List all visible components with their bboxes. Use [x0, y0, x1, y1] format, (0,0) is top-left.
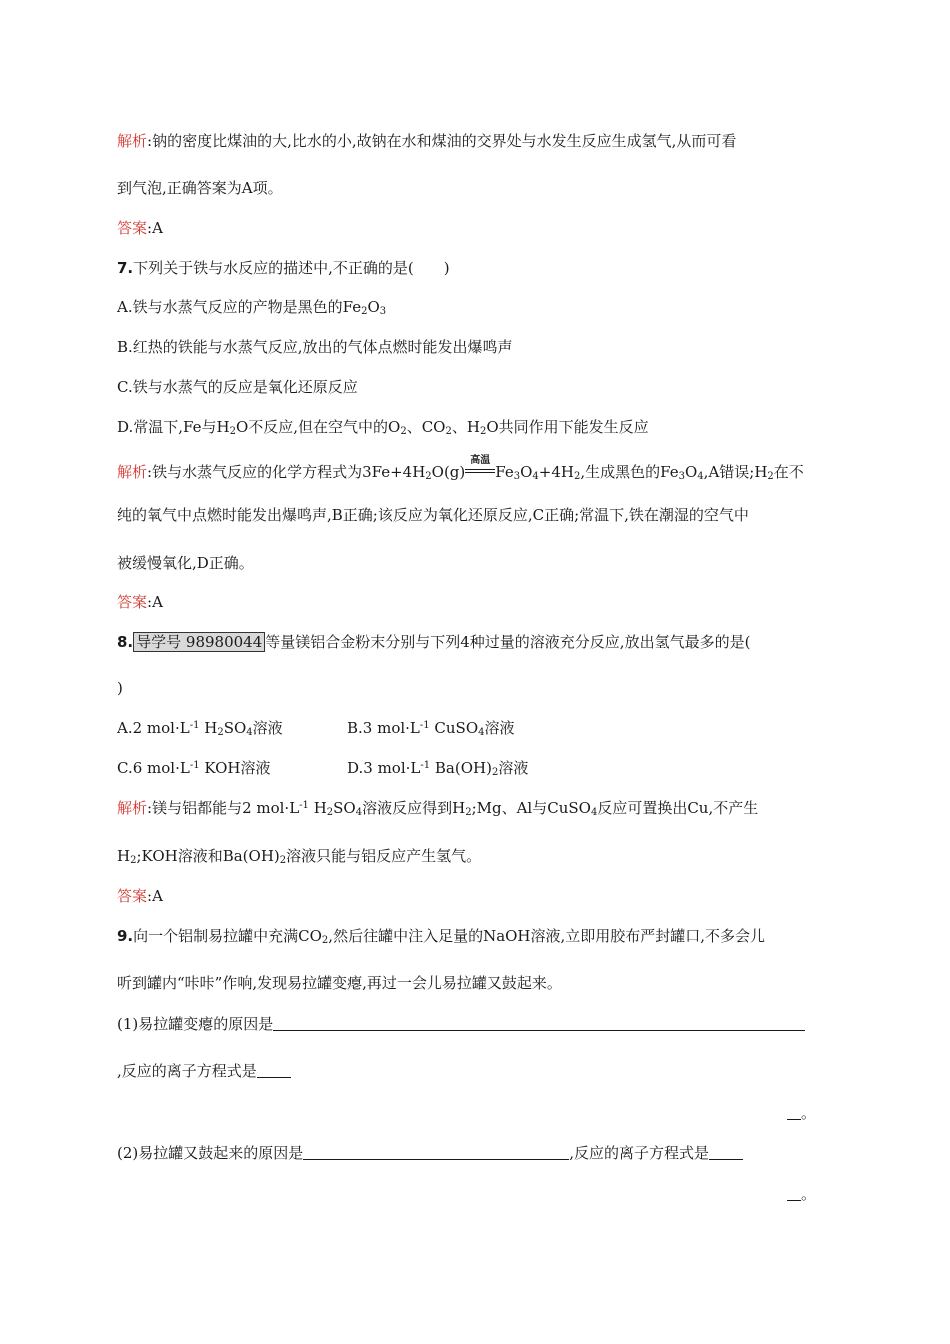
answer-blank[interactable]	[303, 1143, 569, 1160]
q9-part2: (2)易拉罐又鼓起来的原因是 ,反应的离子方程式是	[117, 1143, 743, 1163]
q8-stem-end: )	[117, 679, 123, 697]
q8-analysis-line1: 解析:镁与铝都能与2 $mol\cdot L^{-1}$ $H_2SO_4$溶液反应得到$H_2;Mg$、Al与CuSO$_4$反应可置换出Cu,不产生	[117, 799, 759, 818]
analysis-label: 解析	[117, 132, 148, 150]
q8-option-d: D.3 $mol\cdot L^{-1}$ $Ba(OH)_2$溶液	[347, 759, 529, 778]
q9-part1-end: 。	[787, 1103, 816, 1123]
q8-answer: 答案:A	[117, 887, 163, 905]
q8-analysis-line2: $H_2;KOH$溶液和$Ba(OH)_2$溶液只能与铝反应产生氢气。	[117, 847, 482, 866]
q6-analysis-line1: 解析:钠的密度比煤油的大,比水的小,故钠在水和煤油的交界处与水发生反应生成氢气,从而可看	[117, 132, 737, 150]
question-number: 7.	[117, 259, 134, 277]
q7-analysis-line2: 纯的氧气中点燃时能发出爆鸣声,B正确;该反应为氧化还原反应,C正确;常温下,铁在潮湿的空气中	[117, 506, 749, 524]
q9-stem-line2: 听到罐内“咔咔”作响,发现易拉罐变瘪,再过一会儿易拉罐又鼓起来。	[117, 974, 562, 992]
q9-part1: (1)易拉罐变瘪的原因是	[117, 1014, 805, 1034]
analysis-label: 解析	[117, 463, 148, 481]
question-number: 8.	[117, 633, 134, 651]
answer-label: 答案	[117, 219, 148, 237]
analysis-label: 解析	[117, 799, 148, 817]
q7-option-b: B.红热的铁能与水蒸气反应,放出的气体点燃时能发出爆鸣声	[117, 338, 513, 356]
q8-options-row1	[117, 718, 283, 738]
guide-number-link[interactable]: 导学号 98980044	[133, 632, 265, 652]
q7-answer: 答案:A	[117, 593, 163, 611]
q7-option-c: C.铁与水蒸气的反应是氧化还原反应	[117, 378, 358, 396]
q9-part1-line2: ,反应的离子方程式是	[117, 1061, 291, 1081]
answer-label: 答案	[117, 887, 148, 905]
q7-option-d: D.常温下,Fe与$H_2O$不反应,但在空气中的$O_2$、$CO_2$、$H_2O$共同作用下能发生反应	[117, 418, 649, 437]
q7-analysis-line1: 解析:铁与水蒸气反应的化学方程式为$3Fe+4H_2O(g)$ 高温 $Fe_3O_4+4H_2$,生成黑色的$Fe_3O_4,A$错误$;H_2$在不	[117, 462, 804, 482]
q8-option-b: B.3 $mol\cdot L^{-1}$ CuSO$_4$溶液	[347, 719, 515, 738]
answer-blank[interactable]	[709, 1143, 743, 1160]
q6-answer: 答案:A	[117, 219, 163, 237]
answer-blank[interactable]	[787, 1103, 801, 1120]
answer-blank[interactable]	[273, 1014, 805, 1031]
q7-option-a: A.铁与水蒸气反应的产物是黑色的$Fe_2O_3$	[117, 298, 387, 317]
answer-label: 答案	[117, 593, 148, 611]
q9-stem-line1: 9.向一个铝制易拉罐中充满$CO_2$,然后往罐中注入足量的NaOH溶液,立即用胶布严封罐口,不多会儿	[117, 927, 766, 946]
q8-option-c: C.6 $mol\cdot L^{-1}$ KOH溶液	[117, 759, 271, 777]
q6-analysis-line2: 到气泡,正确答案为A项。	[117, 179, 283, 197]
answer-blank[interactable]	[257, 1061, 291, 1078]
q9-part2-end: 。	[787, 1184, 816, 1204]
reaction-arrow	[465, 455, 495, 477]
q8-stem: 8. 导学号 98980044 等量镁铝合金粉末分别与下列4种过量的溶液充分反应,放出氢气最多的是(	[117, 633, 751, 651]
q7-analysis-line3: 被缓慢氧化,D正确。	[117, 554, 254, 572]
q7-stem: 7.下列关于铁与水反应的描述中,不正确的是( )	[117, 259, 450, 277]
answer-blank[interactable]	[787, 1184, 801, 1201]
q8-option-a: A.2 $mol\cdot L^{-1}$ $H_2SO_4$溶液	[117, 719, 283, 738]
question-number: 9.	[117, 927, 134, 945]
reaction-condition: 高温	[470, 455, 491, 466]
